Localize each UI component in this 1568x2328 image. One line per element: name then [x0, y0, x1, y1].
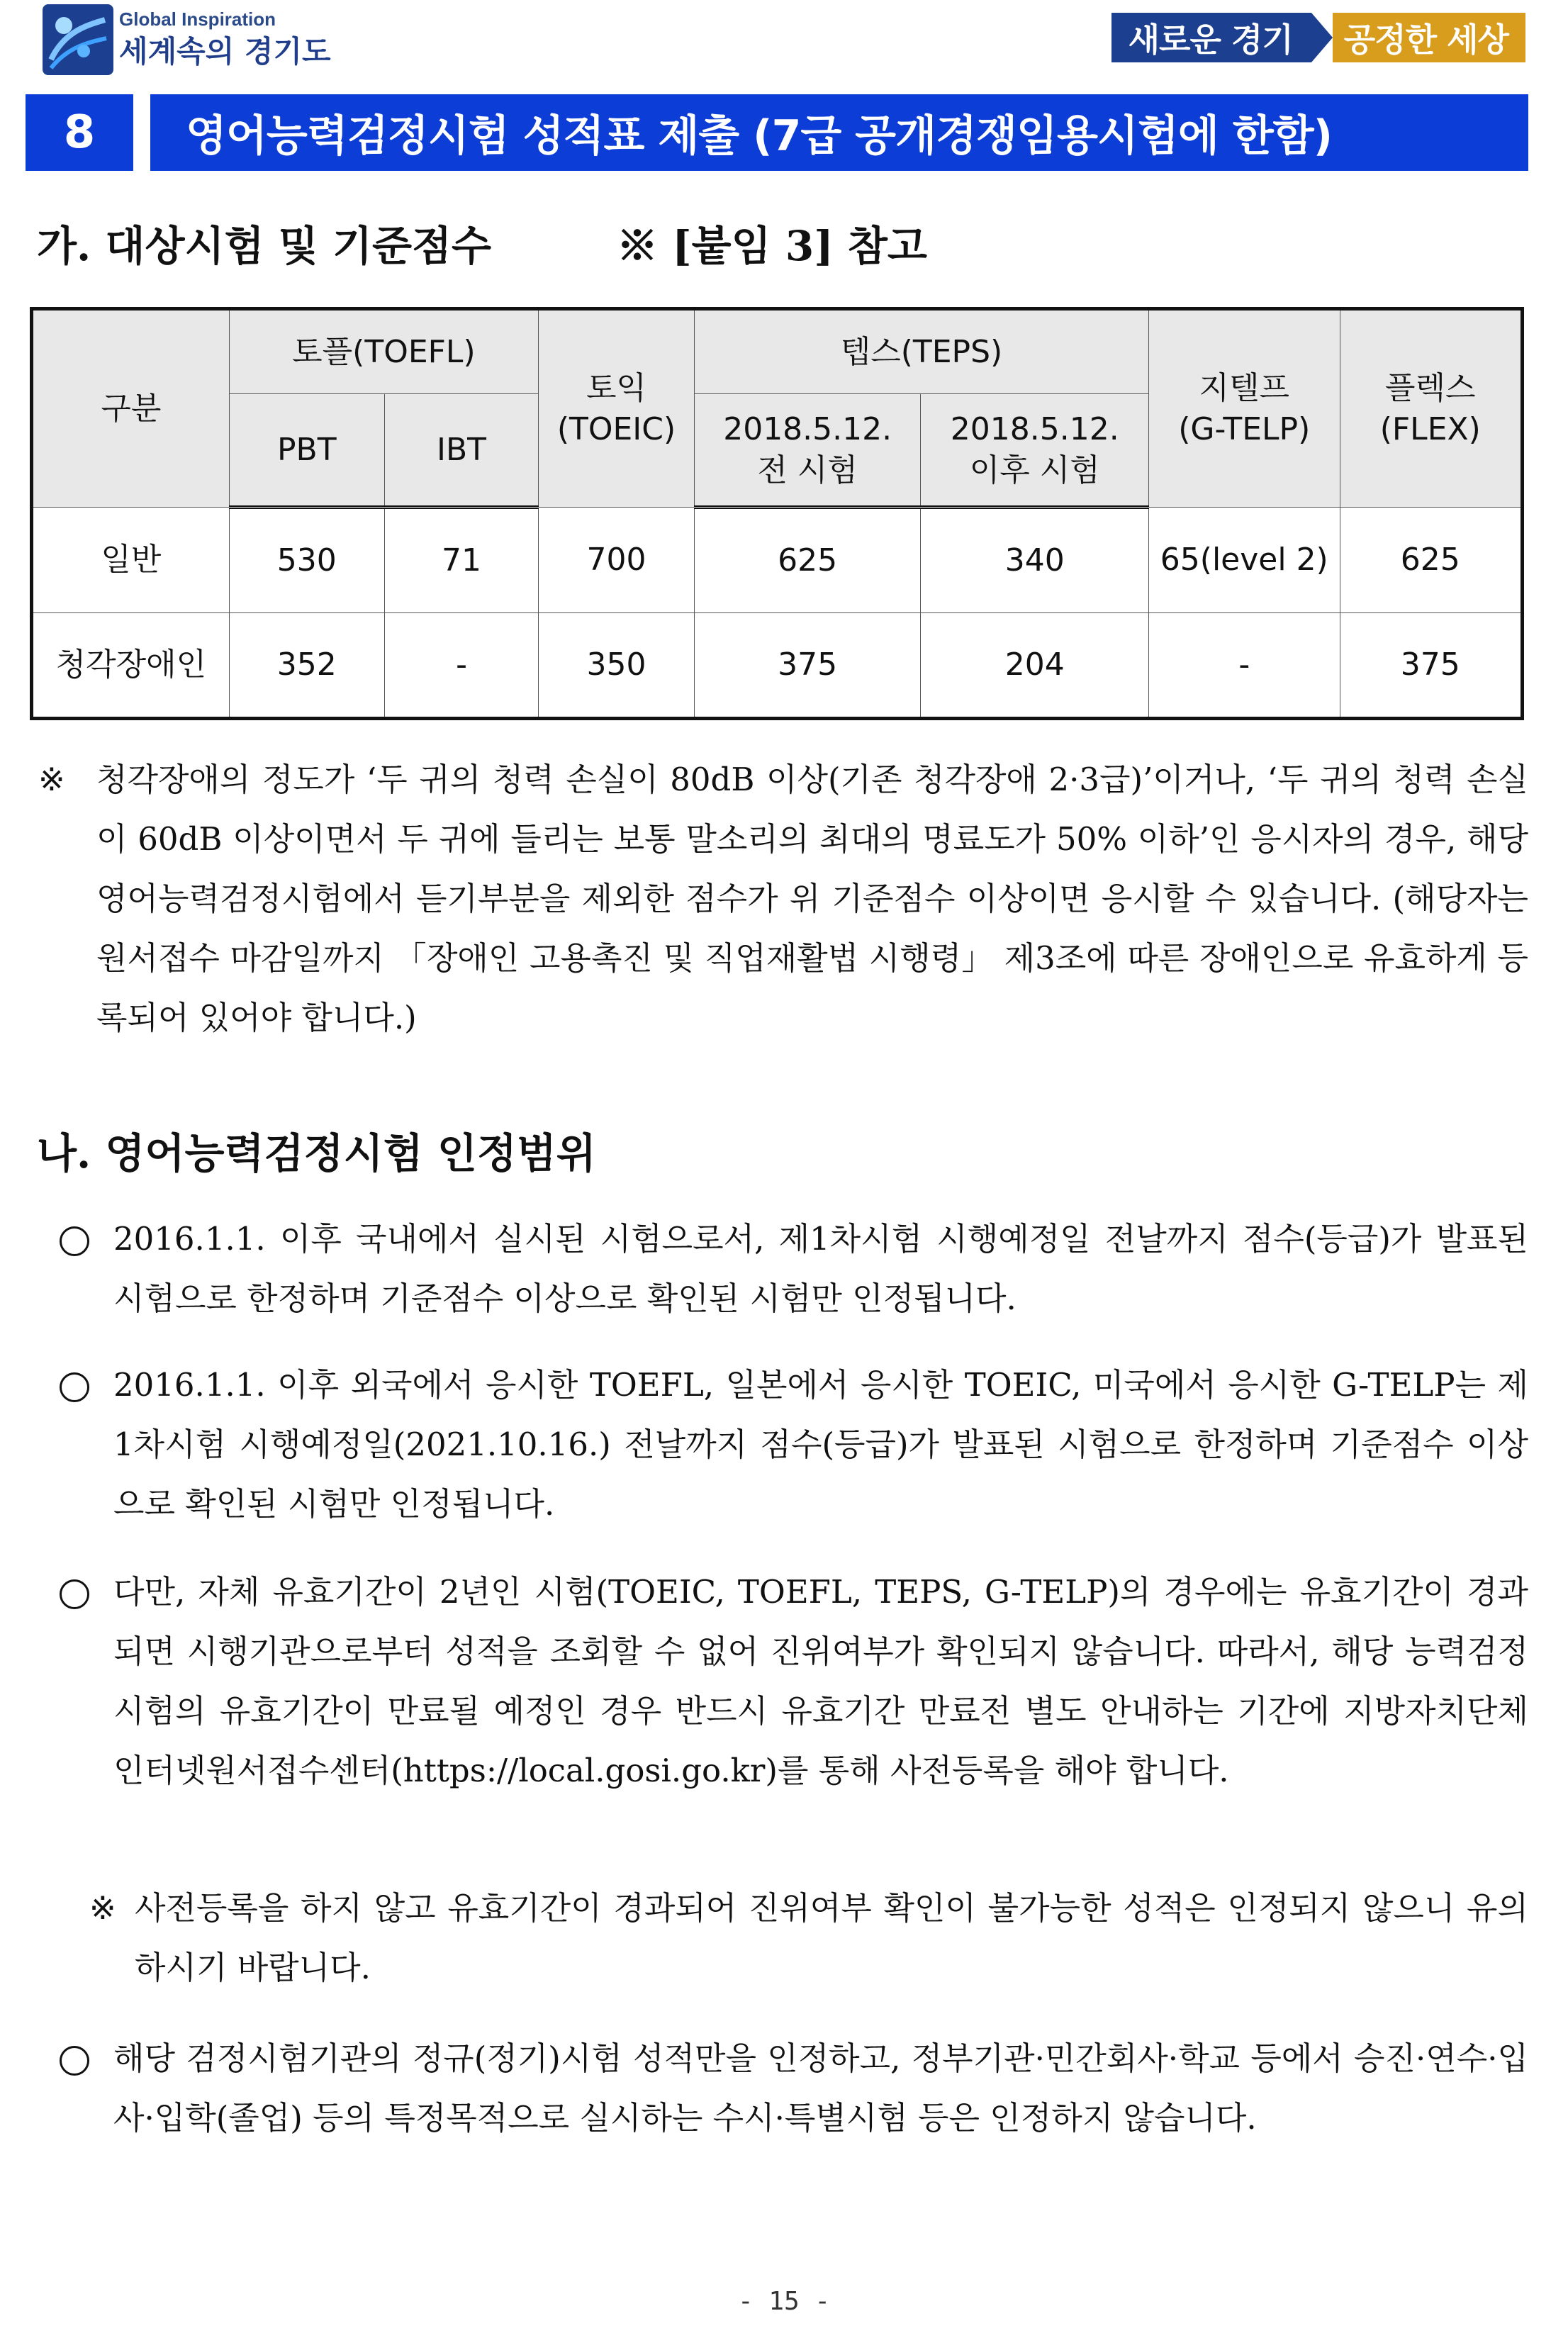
- subheading-target-tests: 가. 대상시험 및 기준점수: [37, 222, 492, 270]
- circle-bullet-icon: [60, 1579, 89, 1609]
- table-row-hearing-impaired: [32, 613, 1523, 719]
- section-title: 영어능력검정시험 성적표 제출 (7급 공개경쟁임용시험에 한함): [150, 94, 1528, 171]
- circle-bullet-icon: [60, 1226, 89, 1256]
- attachment-reference: ※ [붙임 3] 참고: [617, 222, 927, 270]
- table-cell: -: [384, 613, 538, 719]
- slogan-banner: [1111, 13, 1525, 62]
- table-cell: 375: [1340, 613, 1522, 719]
- header-pbt: PBT: [229, 394, 384, 508]
- header-toeic-line1: 토익: [586, 370, 646, 407]
- gyeonggi-logo: [35, 4, 333, 82]
- table-cell: 65(level 2): [1149, 508, 1340, 613]
- table-cell: -: [1149, 613, 1340, 719]
- table-cell: 625: [694, 508, 921, 613]
- header-teps-before: [694, 394, 921, 508]
- scope-bullet-2: 2016.1.1. 이후 외국에서 응시한 TOEFL, 일본에서 응시한 TOEIC, 미국에서 응시한 G-TELP는 제1차시험 시행예정일(2021.10.16.) 전날까지 점수(등급)가 발표된 시험으로 한정하며 기준점수 이상으로 확인된 시험만 인정됩니다.: [113, 1366, 1528, 1523]
- table-cell: 350: [539, 613, 695, 719]
- score-table: [30, 307, 1524, 720]
- row-label: 일반: [32, 508, 230, 613]
- header-gtelp-line1: 지텔프: [1199, 370, 1290, 407]
- page-number: - 15 -: [737, 2287, 831, 2316]
- header-teps: 텝스(TEPS): [694, 309, 1148, 394]
- header-gtelp-line2: (G-TELP): [1178, 410, 1311, 447]
- table-cell: 530: [229, 508, 384, 613]
- table-cell: 340: [921, 508, 1149, 613]
- row-label: 청각장애인: [32, 613, 230, 719]
- header-flex: [1340, 309, 1522, 508]
- header-toeic: [539, 309, 695, 508]
- header-teps-after-line1: 2018.5.12.: [950, 411, 1119, 448]
- header-toeic-line2: (TOEIC): [556, 410, 676, 447]
- slogan-part2: 공정한 세상: [1333, 13, 1525, 62]
- table-cell: 375: [694, 613, 921, 719]
- note-mark: ※: [38, 761, 65, 798]
- hearing-impaired-note: 청각장애의 정도가 ‘두 귀의 청력 손실이 80dB 이상(기존 청각장애 2·3급)’이거나, ‘두 귀의 청력 손실이 60dB 이상이면서 두 귀에 들리는 보통 말소리의 최대의 명료도가 50% 이하’인 응시자의 경우, 해당 영어능력검정시험에서 듣기부분을 제외한 점수가 위 기준점수 이상이면 응시할 수 있습니다. (해당자는 원서접수 마감일까지 「장애인 고용촉진 및 직업재활법 시행령」 제3조에 따른 장애인으로 유효하게 등록되어 있어야 합니다.): [96, 761, 1528, 1036]
- pre-registration-note: 사전등록을 하지 않고 유효기간이 경과되어 진위여부 확인이 불가능한 성적은 인정되지 않으니 유의하시기 바랍니다.: [135, 1889, 1528, 1986]
- circle-bullet-icon: [60, 1372, 89, 1402]
- table-row-general: [32, 508, 1523, 613]
- table-cell: 625: [1340, 508, 1522, 613]
- slogan-part1: 새로운 경기: [1111, 13, 1311, 62]
- header-ibt: IBT: [384, 394, 538, 508]
- subheading-recognition-scope: 나. 영어능력검정시험 인정범위: [37, 1129, 596, 1177]
- gyeonggi-logo-icon: [43, 4, 113, 75]
- header-flex-line1: 플렉스: [1385, 370, 1476, 407]
- header-toefl: 토플(TOEFL): [229, 309, 538, 394]
- slogan-arrow-icon: [1311, 13, 1333, 62]
- bullet-note-mark: ※: [89, 1889, 116, 1927]
- table-cell: 204: [921, 613, 1149, 719]
- table-cell: 71: [384, 508, 538, 613]
- section-number: 8: [26, 94, 133, 171]
- scope-bullet-3: 다만, 자체 유효기간이 2년인 시험(TOEIC, TOEFL, TEPS, G-TELP)의 경우에는 유효기간이 경과되면 시행기관으로부터 성적을 조회할 수 없어 진위여부가 확인되지 않습니다. 따라서, 해당 능력검정시험의 유효기간이 만료될 예정인 경우 반드시 유효기간 만료전 별도 안내하는 기간에 지방자치단체 인터넷원서접수센터(https://local.gosi.go.kr)를 통해 사전등록을 해야 합니다.: [113, 1573, 1528, 1789]
- header-teps-after: [921, 394, 1149, 508]
- logo-name: 세계속의 경기도: [119, 34, 331, 69]
- scope-bullet-1: 2016.1.1. 이후 국내에서 실시된 시험으로서, 제1차시험 시행예정일 전날까지 점수(등급)가 발표된 시험으로 한정하며 기준점수 이상으로 확인된 시험만 인정됩니다.: [113, 1220, 1528, 1317]
- header-gtelp: [1149, 309, 1340, 508]
- table-cell: 700: [539, 508, 695, 613]
- circle-bullet-icon: [60, 2046, 89, 2076]
- header-flex-line2: (FLEX): [1379, 410, 1481, 447]
- section-banner: [26, 94, 1528, 171]
- header-teps-before-line2: 전 시험: [757, 452, 858, 488]
- header-teps-after-line2: 이후 시험: [969, 452, 1100, 488]
- scope-bullet-4: 해당 검정시험기관의 정규(정기)시험 성적만을 인정하고, 정부기관·민간회사·학교 등에서 승진·연수·입사·입학(졸업) 등의 특정목적으로 실시하는 수시·특별시험 등은 인정하지 않습니다.: [113, 2039, 1528, 2137]
- header-teps-before-line1: 2018.5.12.: [723, 411, 892, 448]
- table-cell: 352: [229, 613, 384, 719]
- logo-tagline: Global Inspiration: [119, 9, 276, 30]
- header-category: 구분: [32, 309, 230, 508]
